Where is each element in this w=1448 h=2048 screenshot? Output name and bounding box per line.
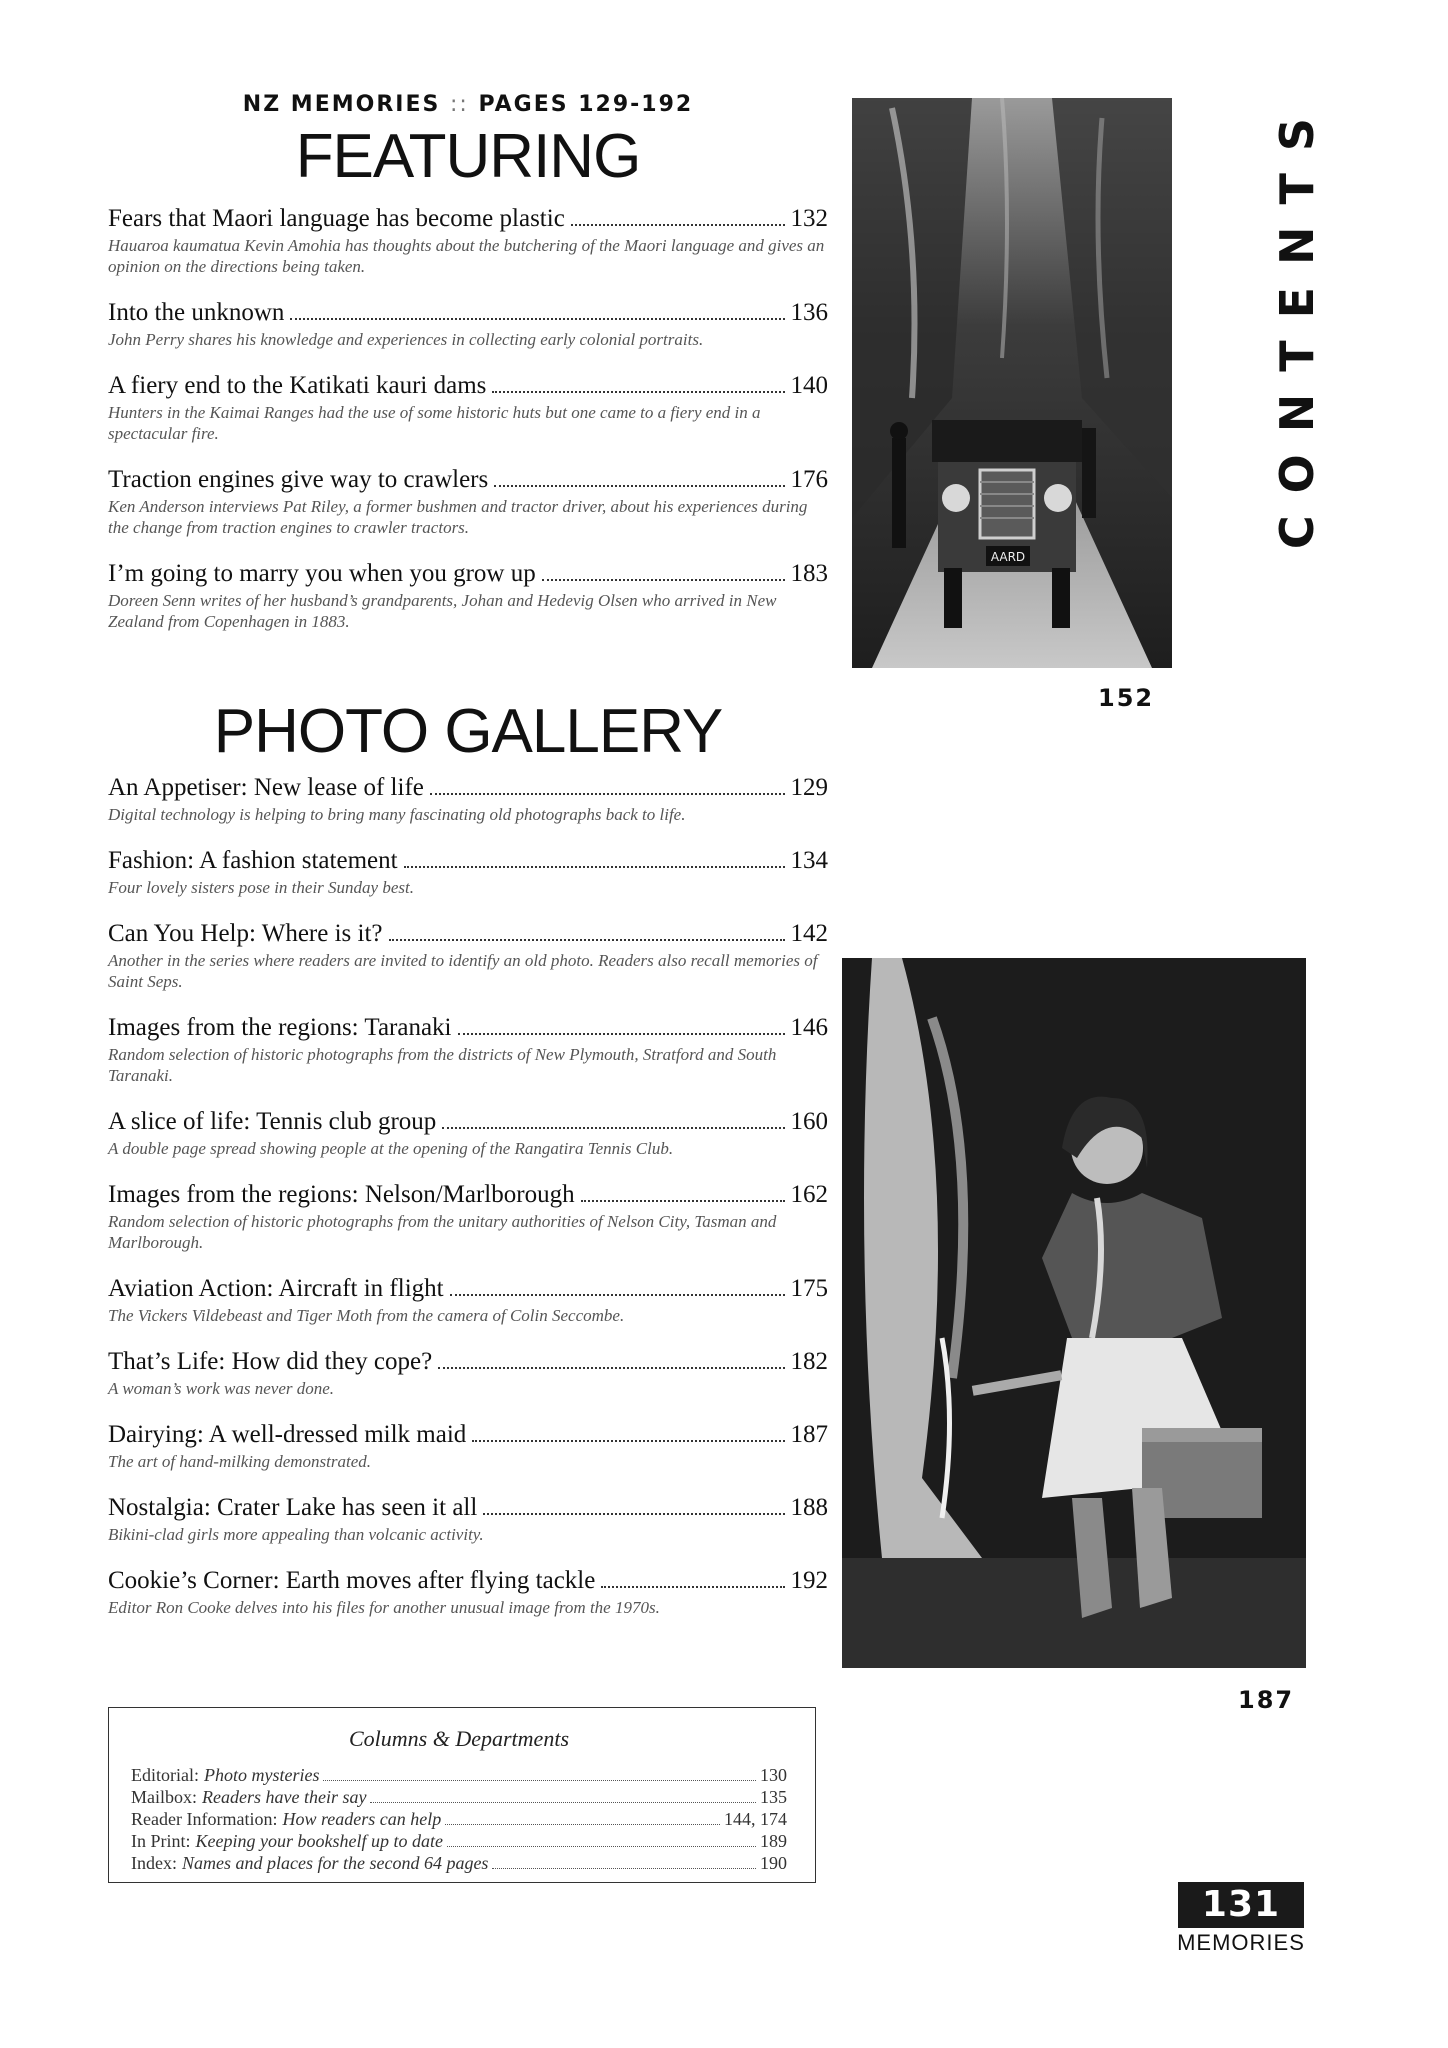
department-label: Reader Information:: [131, 1809, 278, 1829]
leader-dots: [571, 224, 785, 226]
department-row[interactable]: [131, 1808, 787, 1830]
item-title: Traction engines give way to crawlers: [108, 466, 489, 493]
featuring-item[interactable]: [108, 559, 828, 632]
item-title: I’m going to marry you when you grow up: [108, 560, 536, 587]
item-page: 176: [790, 466, 828, 493]
item-description: Editor Ron Cooke delves into his files for another unusual image from the 1970s.: [108, 1598, 660, 1617]
item-title: Aviation Action: Aircraft in flight: [108, 1275, 444, 1302]
item-title: Dairying: A well-dressed milk maid: [108, 1421, 467, 1448]
department-value: Photo mysteries: [203, 1765, 320, 1785]
department-page: 190: [760, 1853, 787, 1873]
item-page: 182: [790, 1348, 828, 1375]
leader-dots: [370, 1802, 756, 1803]
department-row[interactable]: [131, 1786, 787, 1808]
item-title: Nostalgia: Crater Lake has seen it all: [108, 1494, 478, 1521]
featuring-title: FEATURING: [295, 122, 641, 191]
leader-dots: [389, 939, 785, 941]
department-value: Names and places for the second 64 pages: [181, 1853, 489, 1873]
featuring-list: [108, 204, 828, 632]
department-page: 130: [760, 1765, 787, 1785]
gallery-item[interactable]: [108, 1493, 828, 1545]
gallery-item[interactable]: [108, 1566, 828, 1618]
gallery-list: [108, 773, 828, 1618]
item-description: Doreen Senn writes of her husband’s grandparents, Johan and Hedevig Olsen who arrived in New Zealand from Copenhagen in 1883.: [108, 591, 777, 631]
item-page: 136: [790, 299, 828, 326]
leader-dots: [601, 1586, 784, 1588]
gallery-item[interactable]: [108, 773, 828, 825]
item-description: Digital technology is helping to bring many fascinating old photographs back to life.: [108, 805, 686, 824]
item-page: 134: [790, 847, 828, 874]
department-page: 189: [760, 1831, 787, 1851]
top-photo-caption: 152: [1098, 684, 1155, 712]
leader-dots: [445, 1824, 720, 1825]
item-description: A double page spread showing people at the opening of the Rangatira Tennis Club.: [108, 1139, 674, 1158]
car-photo-illustration: [852, 98, 1172, 668]
item-page: 146: [790, 1014, 828, 1041]
vintage-car-photo: [852, 98, 1172, 668]
item-description: Hunters in the Kaimai Ranges had the use of some historic huts but one came to a fiery end in a spectacular fire.: [108, 403, 761, 443]
leader-dots: [442, 1127, 784, 1129]
item-description: A woman’s work was never done.: [108, 1379, 335, 1398]
item-description: Four lovely sisters pose in their Sunday best.: [108, 878, 414, 897]
item-description: Another in the series where readers are invited to identify an old photo. Readers also recall memories of Saint Seps.: [108, 951, 818, 991]
gallery-item[interactable]: [108, 919, 828, 992]
item-page: 187: [790, 1421, 828, 1448]
item-page: 188: [790, 1494, 828, 1521]
bottom-photo-caption: 187: [1238, 1686, 1295, 1714]
gallery-item[interactable]: [108, 1420, 828, 1472]
item-title: Images from the regions: Nelson/Marlborough: [108, 1181, 575, 1208]
leader-dots: [581, 1200, 785, 1202]
leader-dots: [483, 1513, 784, 1515]
item-description: Ken Anderson interviews Pat Riley, a former bushmen and tractor driver, about his experiences during the change from traction engines to crawler tractors.: [108, 497, 808, 537]
item-description: The Vickers Vildebeast and Tiger Moth from the camera of Colin Seccombe.: [108, 1306, 625, 1325]
item-description: Hauaroa kaumatua Kevin Amohia has thoughts about the butchering of the Maori language and gives an opinion on the directions being taken.: [108, 236, 825, 276]
department-page: 135: [760, 1787, 787, 1807]
department-label: Index:: [131, 1853, 177, 1873]
item-title: Into the unknown: [108, 299, 285, 326]
item-title: A slice of life: Tennis club group: [108, 1108, 437, 1135]
featuring-item[interactable]: [108, 371, 828, 444]
leader-dots: [447, 1846, 756, 1847]
item-title: An Appetiser: New lease of life: [108, 774, 424, 801]
item-title: Fears that Maori language has become plastic: [108, 205, 565, 232]
department-page: 144, 174: [724, 1809, 787, 1829]
gallery-item[interactable]: [108, 1347, 828, 1399]
item-title: A fiery end to the Katikati kauri dams: [108, 372, 487, 399]
leader-dots: [438, 1367, 784, 1369]
item-page: 183: [790, 560, 828, 587]
item-description: Bikini-clad girls more appealing than volcanic activity.: [108, 1525, 484, 1544]
item-page: 160: [790, 1108, 828, 1135]
departments-title: Columns & Departments: [349, 1726, 569, 1751]
magazine-header: [108, 92, 828, 117]
magazine-name: NZ MEMORIES: [242, 92, 441, 117]
department-row[interactable]: [131, 1852, 787, 1874]
number-plate: AARD: [990, 550, 1026, 564]
item-title: Fashion: A fashion statement: [108, 847, 398, 874]
gallery-item[interactable]: [108, 1107, 828, 1159]
leader-dots: [472, 1440, 784, 1442]
department-label: Editorial:: [131, 1765, 199, 1785]
featuring-item[interactable]: [108, 465, 828, 538]
item-page: 192: [790, 1567, 828, 1594]
columns-departments-box: [108, 1707, 816, 1883]
item-page: 162: [790, 1181, 828, 1208]
department-label: In Print:: [131, 1831, 191, 1851]
item-description: The art of hand-milking demonstrated.: [108, 1452, 372, 1471]
department-value: Readers have their say: [202, 1787, 367, 1807]
leader-dots: [492, 391, 784, 393]
page-number-badge: 131: [1178, 1882, 1304, 1928]
leader-dots: [323, 1780, 756, 1781]
item-description: Random selection of historic photographs from the districts of New Plymouth, Stratford and South Taranaki.: [108, 1045, 777, 1085]
department-row[interactable]: [131, 1764, 787, 1786]
gallery-item[interactable]: [108, 846, 828, 898]
department-label: Mailbox:: [131, 1787, 197, 1807]
leader-dots: [404, 866, 785, 868]
contents-column: [108, 92, 828, 1639]
item-page: 142: [790, 920, 828, 947]
item-page: 140: [790, 372, 828, 399]
featuring-item[interactable]: [108, 298, 828, 350]
featuring-item[interactable]: [108, 204, 828, 277]
item-page: 175: [790, 1275, 828, 1302]
leader-dots: [450, 1294, 785, 1296]
contents-side-label: CONTENTS: [1270, 96, 1324, 550]
leader-dots: [458, 1033, 785, 1035]
leader-dots: [430, 793, 785, 795]
item-title: That’s Life: How did they cope?: [108, 1348, 433, 1375]
leader-dots: [542, 579, 785, 581]
page-footer-word: MEMORIES: [1177, 1930, 1305, 1955]
item-title: Can You Help: Where is it?: [108, 920, 383, 947]
milk-maid-illustration: [842, 958, 1306, 1668]
header-separator: ::: [450, 92, 469, 117]
department-value: How readers can help: [282, 1809, 442, 1829]
department-row[interactable]: [131, 1830, 787, 1852]
leader-dots: [492, 1868, 756, 1869]
gallery-item[interactable]: [108, 1180, 828, 1253]
milk-maid-photo: [842, 958, 1306, 1668]
photo-gallery-title: PHOTO GALLERY: [213, 697, 723, 766]
item-title: Cookie’s Corner: Earth moves after flying tackle: [108, 1567, 596, 1594]
item-title: Images from the regions: Taranaki: [108, 1014, 452, 1041]
item-description: John Perry shares his knowledge and experiences in collecting early colonial portraits.: [108, 330, 704, 349]
item-page: 132: [790, 205, 828, 232]
item-page: 129: [790, 774, 828, 801]
department-value: Keeping your bookshelf up to date: [195, 1831, 443, 1851]
leader-dots: [290, 318, 784, 320]
leader-dots: [494, 485, 784, 487]
pages-label: PAGES 129-192: [478, 92, 694, 117]
gallery-item[interactable]: [108, 1274, 828, 1326]
gallery-item[interactable]: [108, 1013, 828, 1086]
item-description: Random selection of historic photographs from the unitary authorities of Nelson City, Tasman and Marlborough.: [108, 1212, 777, 1252]
